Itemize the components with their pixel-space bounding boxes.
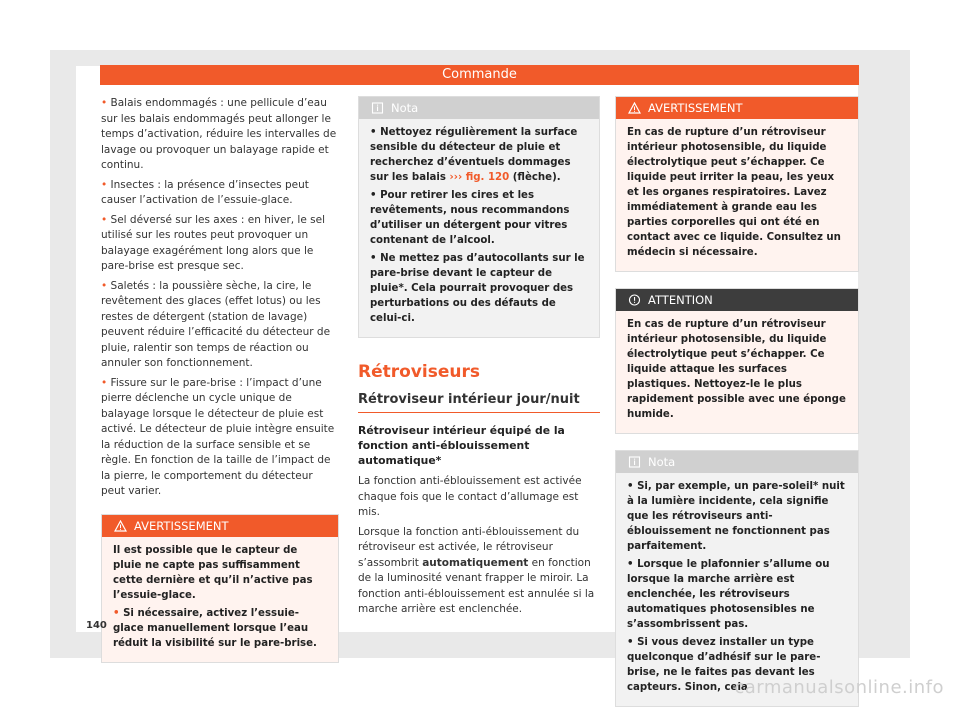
attention-header (616, 289, 858, 311)
bullet-item: • Saletés : la poussière sèche, la cire, le revêtement des glaces (effet lotus) ou les restes de détergent (station de lavage) peuvent réduire l’efficacité du détecteur de pluie, ralentir son temps de réaction ou annuler son fonctionnement. (101, 279, 339, 372)
subsection-title: Rétroviseur intérieur jour/nuit (358, 392, 600, 413)
warning-text: En cas de rupture d’un rétroviseur intérieur photosensible, du liquide électrolytique peut s’échapper. Ce liquide peut irriter la peau, les yeux et les organes respiratoires. Lavez immédiatement à grande eau les parties corporelles qui ont été en contact avec ce liquide. Consultez un médecin si nécessaire. (627, 125, 848, 260)
nota-item: • Nettoyez régulièrement la surface sensible du détecteur de pluie et recherchez d’éventuels dommages sur les balais ››› fig. 120 (flèche). (370, 125, 589, 185)
nota-box (615, 450, 859, 707)
bullet-item: • Balais endommagés : une pellicule d’eau sur les balais endommagés peut allonger le temps d’activation, réduire les intervalles de lavage ou provoquer un balayage rapide et continu. (101, 96, 339, 174)
bullet-item: • Sel déversé sur les axes : en hiver, le sel utilisé sur les routes peut provoquer un balayage exagérément long alors que le pare-brise est presque sec. (101, 213, 339, 275)
warning-title: AVERTISSEMENT (134, 515, 229, 537)
nota-item: • Ne mettez pas d’autocollants sur le pare-brise devant le capteur de pluie*. Cela pourrait provoquer des perturbations ou des défauts de celui-ci. (370, 251, 589, 326)
nota-header (616, 451, 858, 473)
nota-body (616, 473, 858, 706)
info-icon (628, 456, 641, 468)
column-middle (358, 96, 600, 622)
paragraph: Lorsque la fonction anti-éblouissement du rétroviseur est activée, le rétroviseur s’assombrit automatiquement en fonction de la luminosité venant frapper le miroir. La fonction anti-éblouissement est annulée si la marche arrière est enclenchée. (358, 525, 600, 618)
warning-bullet: • Si nécessaire, activez l’essuie-glace manuellement lorsque l’eau réduit la visibilité sur le pare-brise. (113, 606, 328, 651)
bullet-item: • Fissure sur le pare-brise : l’impact d’une pierre déclenche un cycle unique de balayage lorsque le détecteur de pluie est activé. Le détecteur de pluie intègre ensuite la réduction de la surface sensible et se règle. En fonction de la taille de l’impact de la pierre, le comportement du détecteur peut varier. (101, 376, 339, 500)
nota-title: Nota (391, 97, 418, 119)
warning-box (615, 96, 859, 272)
section-title: Rétroviseurs (358, 362, 600, 382)
page-header: Commande (100, 65, 859, 85)
attention-box (615, 288, 859, 434)
nota-title: Nota (648, 451, 675, 473)
column-right (615, 96, 859, 719)
warning-body (102, 537, 338, 662)
nota-item: • Si vous devez installer un type quelconque d’adhésif sur le pare-brise, ne le faites pas devant les capteurs. Sinon, cela (627, 635, 848, 695)
warning-text: Il est possible que le capteur de pluie ne capte pas suffisamment cette dernière et qu’il n’active pas l’essuie-glace. (113, 543, 328, 603)
alert-circle-icon (628, 294, 641, 306)
bullet-item: • Insectes : la présence d’insectes peut causer l’activation de l’essuie-glace. (101, 178, 339, 209)
nota-item: • Lorsque le plafonnier s’allume ou lorsque la marche arrière est enclenchée, les rétroviseurs automatiques photosensibles ne s’assombrissent pas. (627, 557, 848, 632)
attention-title: ATTENTION (648, 289, 713, 311)
nota-item: • Pour retirer les cires et les revêtements, nous recommandons d’utiliser un détergent pour vitres contenant de l’alcool. (370, 188, 589, 248)
figure-link[interactable]: ››› fig. 120 (450, 172, 510, 183)
watermark: carmanualsonline.info (734, 677, 944, 698)
paragraph-heading: Rétroviseur intérieur équipé de la fonction anti-éblouissement automatique* (358, 423, 600, 468)
nota-header (359, 97, 599, 119)
warning-triangle-icon (114, 520, 127, 532)
info-icon (371, 102, 384, 114)
column-left (101, 96, 339, 675)
nota-item: • Si, par exemple, un pare-soleil* nuit à la lumière incidente, cela signifie que les rétroviseurs anti-éblouissement ne fonctionnent pas parfaitement. (627, 479, 848, 554)
warning-header (616, 97, 858, 119)
page-number: 140 (86, 620, 107, 631)
warning-box (101, 514, 339, 663)
warning-triangle-icon (628, 102, 641, 114)
warning-body (616, 119, 858, 271)
attention-body (616, 311, 858, 433)
nota-box (358, 96, 600, 338)
nota-body (359, 119, 599, 337)
warning-header (102, 515, 338, 537)
warning-title: AVERTISSEMENT (648, 97, 743, 119)
attention-text: En cas de rupture d’un rétroviseur intérieur photosensible, du liquide électrolytique peut s’échapper. Ce liquide attaque les surfaces plastiques. Nettoyez-le le plus rapidement possible avec une éponge humide. (627, 317, 848, 422)
paragraph: La fonction anti-éblouissement est activée chaque fois que le contact d’allumage est mis. (358, 474, 600, 521)
